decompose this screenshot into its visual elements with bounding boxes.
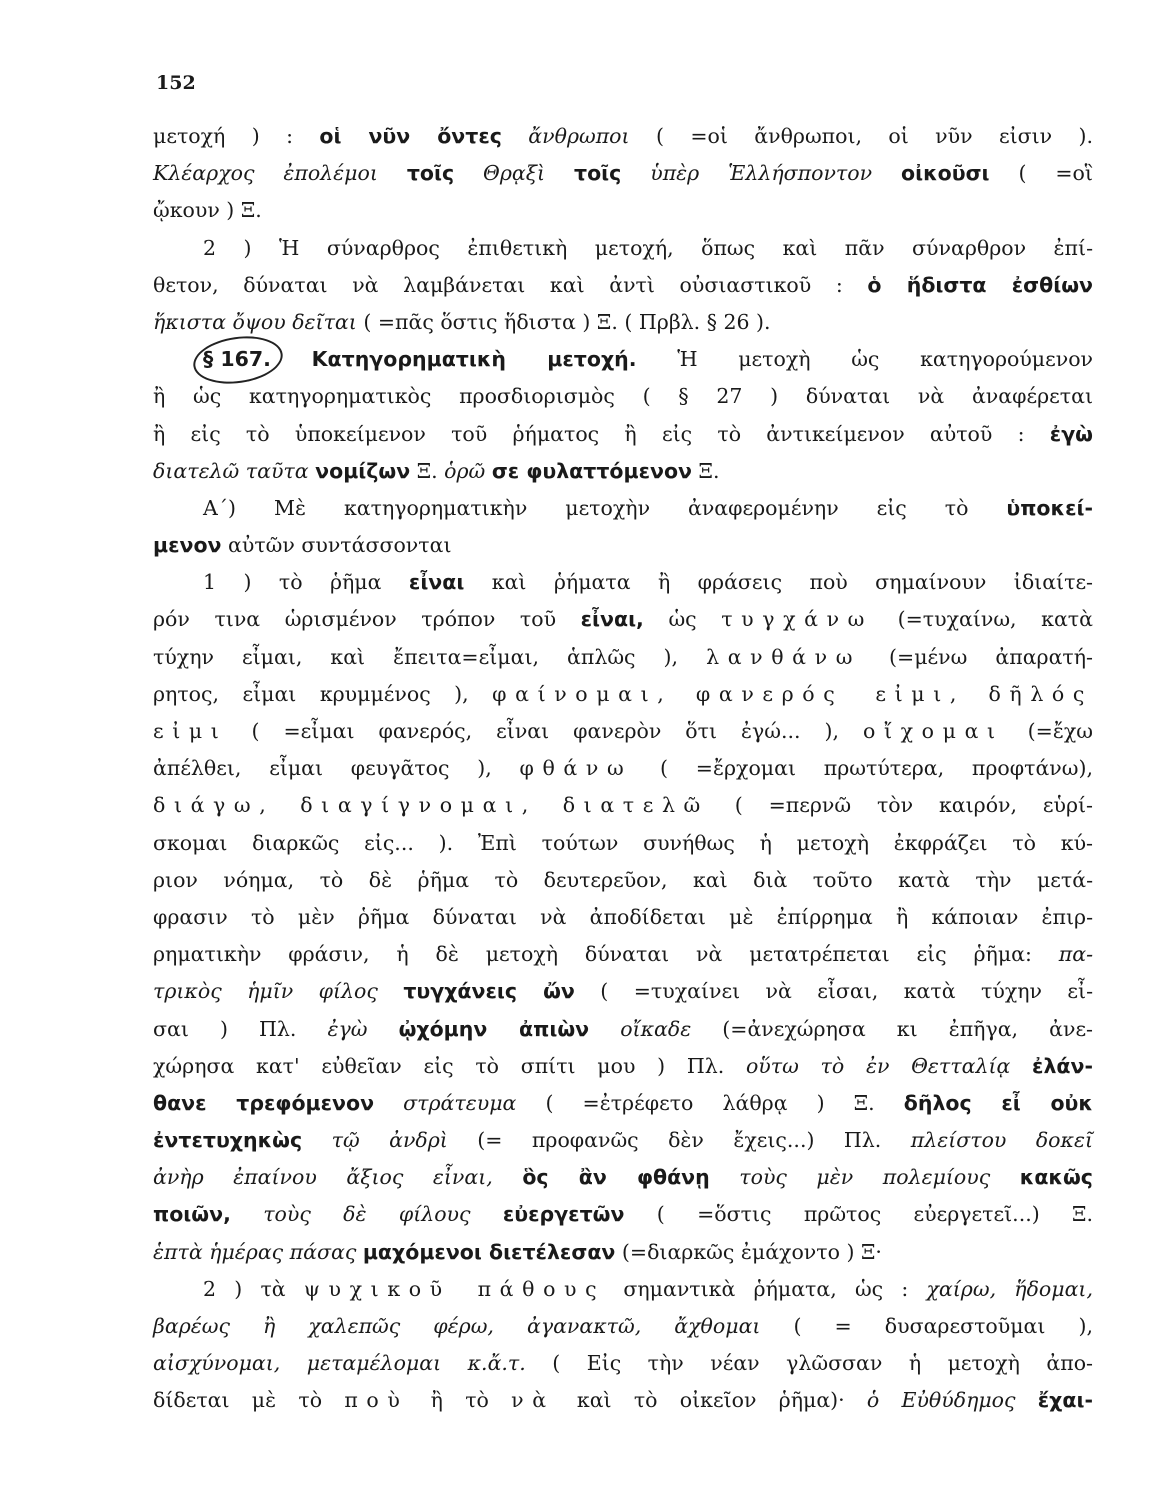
text-segment: Ξ. [692, 458, 720, 483]
text-segment: (=ἔχω [1003, 719, 1093, 743]
text-line [153, 676, 1093, 713]
text-line [153, 1345, 1093, 1382]
text-line [153, 118, 1093, 155]
text-segment: μετοχή ) : [153, 124, 320, 148]
text-segment: ( =περνῶ τὸν καιρόν, εὑρί- [708, 793, 1093, 818]
text-segment: ( =ἐτρέφετο λάθρᾳ ) Ξ. [516, 1090, 904, 1115]
text-segment: σαι ) Πλ. [153, 1016, 328, 1041]
text-line [153, 453, 1093, 490]
text-line [153, 601, 1093, 638]
text-segment: διάγω, [153, 793, 275, 818]
text-segment: ἄνθρωποι [528, 124, 630, 148]
text-line [153, 155, 1093, 192]
text-segment: κακῶς [1019, 1165, 1093, 1190]
text-segment: οἴκαδε [620, 1016, 692, 1041]
text-segment: φαίνομαι, [492, 681, 673, 706]
text-line [153, 341, 1093, 378]
text-segment [493, 1165, 523, 1189]
text-line [153, 1382, 1093, 1419]
text-segment: ᾠχόμην ἀπιὼν [398, 1016, 590, 1041]
text-segment: ὃς ἂν φθάνῃ [522, 1165, 710, 1190]
text-segment: φανερός εἰμι, [695, 681, 965, 706]
text-segment: μαχόμενοι διετέλεσαν [362, 1239, 616, 1264]
text-segment: πα- [1058, 942, 1093, 967]
text-segment: λανθάνω [706, 644, 862, 669]
text-segment: βαρέως ἢ χαλεπῶς φέρω, ἀγανακτῶ, ἄχθομαι [153, 1314, 761, 1338]
text-segment: τύχην εἶμαι, καὶ ἔπειτα=εἶμαι, ἁπλῶς ), [153, 644, 707, 669]
text-segment: ( =οἳ [989, 161, 1093, 186]
text-segment: καὶ τὸ οἰκεῖον ῥῆμα)· [554, 1388, 867, 1413]
text-segment: ( =τυχαίνει νὰ εἶσαι, κατὰ τύχην εἶ- [574, 979, 1093, 1004]
text-segment: ὡς [643, 607, 722, 632]
text-segment [1016, 1388, 1038, 1412]
text-segment [589, 1017, 620, 1041]
text-segment: νὰ [511, 1388, 555, 1413]
text-segment: οἰκοῦσι [901, 161, 990, 186]
text-segment: τῷ ἀνδρὶ [331, 1128, 448, 1153]
text-line [153, 1308, 1093, 1345]
text-segment: ( =εἶμαι φανερός, εἶναι φανερὸν ὅτι ἐγώ... ), [227, 719, 864, 743]
text-segment: ( =οἱ ἄνθρωποι, οἱ νῦν εἰσιν ). [629, 124, 1093, 148]
text-segment: (=διαρκῶς ἐμάχοντο ) Ξ· [615, 1239, 882, 1264]
text-segment: ρητος, εἶμαι κρυμμένος ), [153, 681, 493, 706]
text-segment [378, 979, 403, 1003]
text-segment: ἐγὼ [327, 1016, 368, 1041]
text-segment: ψυχικοῦ πάθους [303, 1276, 606, 1301]
text-segment: τυγχάνεις ὤν [403, 979, 575, 1004]
text-block [153, 118, 1093, 1420]
text-segment: τρικὸς ἡμῖν φίλος [153, 979, 378, 1004]
text-line [153, 304, 1093, 341]
text-line [153, 973, 1093, 1010]
text-segment: ἑπτὰ ἡμέρας πάσας [153, 1239, 357, 1264]
text-segment: ὁ Εὐθύδημος [866, 1388, 1016, 1413]
text-segment: θανε τρεφόμενον [153, 1090, 375, 1115]
text-segment: τοὺς δὲ φίλους [263, 1202, 471, 1227]
text-segment: εἶναι, [580, 607, 644, 632]
text-segment: ὁρῶ [444, 458, 486, 483]
text-segment [1010, 1054, 1032, 1078]
text-segment [231, 1202, 263, 1226]
text-segment: Ξ. [410, 458, 445, 483]
text-segment: ρηματικὴν φράσιν, ἡ δὲ μετοχὴ δύναται νὰ μετατρέπεται εἰς ῥῆμα: [153, 942, 1059, 967]
text-segment: ἐλάν- [1032, 1053, 1093, 1078]
text-line [153, 1196, 1093, 1233]
text-segment: ρόν τινα ὡρισμένον τρόπον τοῦ [153, 607, 581, 632]
text-segment: αὐτῶν συντάσσονται [221, 533, 452, 558]
text-segment: Θρᾳξὶ [483, 161, 546, 186]
text-segment [872, 161, 901, 185]
text-segment [710, 1165, 740, 1189]
text-line [153, 1271, 1093, 1308]
text-segment: διατελῶ ταῦτα [153, 458, 309, 483]
text-segment: χαίρω, ἥδομαι, [926, 1276, 1093, 1301]
section-number-circled: § 167. [203, 341, 271, 378]
text-segment: ριον νόημα, τὸ δὲ ῥῆμα τὸ δευτερεῦον, καὶ διὰ τοῦτο κατὰ τὴν μετά- [153, 867, 1093, 892]
text-segment: ἀνὴρ ἐπαίνου ἄξιος εἶναι, [153, 1165, 493, 1190]
text-line [153, 750, 1093, 787]
text-segment: εἰμι [153, 719, 228, 743]
text-segment: (=μένω ἀπαρατή- [861, 644, 1093, 669]
text-segment: Κλέαρχος ἐπολέμοι [153, 161, 378, 186]
text-segment: ἀπέλθει, εἶμαι φευγᾶτος ), [153, 756, 520, 781]
text-segment: τοῖς [574, 161, 622, 186]
text-segment: μενον [153, 533, 222, 558]
text-segment [965, 682, 988, 706]
text-segment: σε φυλαττόμενον [491, 458, 693, 483]
text-segment: διατελῶ [562, 793, 709, 818]
text-line [153, 1085, 1093, 1122]
text-segment: θετον, δύναται νὰ λαμβάνεται καὶ ἀντὶ οὐσιαστικοῦ : [153, 272, 868, 297]
text-segment: ( =ἔρχομαι πρωτύτερα, προφτάνω), [632, 756, 1093, 781]
text-line [153, 527, 1093, 564]
text-segment [545, 161, 574, 185]
text-line [153, 825, 1093, 862]
text-segment [374, 1091, 403, 1115]
text-segment: ὁ ἥδιστα ἐσθίων [867, 272, 1093, 297]
text-line [153, 564, 1093, 601]
text-segment: δῆλός [988, 681, 1093, 706]
text-segment: ( =πᾶς ὅστις ἥδιστα ) Ξ. ( Πρβλ. § 26 ). [356, 309, 771, 334]
text-segment [502, 124, 528, 148]
text-line [153, 862, 1093, 899]
text-segment [367, 1017, 398, 1041]
text-segment [537, 793, 563, 817]
text-segment: ἢ εἰς τὸ ὑποκείμενον τοῦ ῥήματος ἢ εἰς τὸ ἀντικείμενον αὐτοῦ : [153, 421, 1050, 446]
text-segment [990, 1165, 1020, 1189]
text-segment [471, 1202, 503, 1226]
text-segment: Α΄) Μὲ κατηγορηματικὴν μετοχὴν ἀναφερομένην εἰς τὸ [203, 495, 1007, 520]
text-line [153, 899, 1093, 936]
text-segment: ποὺ [344, 1388, 409, 1413]
page-number: 152 [156, 72, 196, 94]
text-segment: διαγίγνομαι, [300, 793, 537, 818]
text-segment: τοὺς μὲν πολεμίους [739, 1165, 991, 1190]
text-line [153, 1159, 1093, 1196]
text-line [153, 1234, 1093, 1271]
text-segment: εἶναι [408, 570, 465, 595]
text-segment: (=τυχαίνω, κατὰ [873, 607, 1093, 632]
text-segment: ἥκιστα ὄψου δεῖται [153, 309, 357, 334]
text-segment: ( = δυσαρεστοῦμαι ), [760, 1314, 1093, 1338]
text-segment: ποιῶν, [153, 1202, 231, 1227]
text-segment: δῆλος εἶ οὐκ [903, 1090, 1093, 1115]
text-segment [672, 682, 695, 706]
text-segment: ἔχαι- [1037, 1388, 1093, 1413]
text-segment: Ἡ μετοχὴ ὡς κατηγορούμενον [636, 347, 1094, 372]
text-segment: πλείστου δοκεῖ [910, 1128, 1093, 1153]
text-line [153, 192, 1093, 229]
text-segment: σκομαι διαρκῶς εἰς... ). Ἐπὶ τούτων συνήθως ἡ μετοχὴ ἐκφράζει τὸ κύ- [153, 830, 1093, 855]
text-segment: στράτευμα [403, 1090, 517, 1115]
text-segment: δίδεται μὲ τὸ [153, 1388, 345, 1413]
text-line [153, 1011, 1093, 1048]
text-line [153, 1122, 1093, 1159]
text-segment [378, 161, 407, 185]
text-line [153, 490, 1093, 527]
text-segment: ὑπὲρ Ἑλλήσποντον [650, 161, 873, 186]
text-segment: ἐντετυχηκὼς [153, 1128, 303, 1153]
text-line [153, 267, 1093, 304]
text-segment: σημαντικὰ ῥήματα, ὡς : [605, 1276, 927, 1301]
text-segment [302, 1128, 331, 1152]
text-line [153, 787, 1093, 824]
text-line [153, 378, 1093, 415]
text-segment: ( Εἰς τὴν νέαν γλῶσσαν ἡ μετοχὴ ἀπο- [525, 1351, 1093, 1376]
text-segment: νομίζων [315, 458, 411, 483]
text-segment: εὐεργετῶν [502, 1202, 625, 1227]
text-segment: ( =ὅστις πρῶτος εὐεργετεῖ...) Ξ. [624, 1202, 1093, 1227]
text-segment: ὑποκεί- [1006, 495, 1093, 520]
text-line [153, 639, 1093, 676]
text-segment: καὶ ῥήματα ἢ φράσεις ποὺ σημαίνουν ἰδιαίτε- [464, 570, 1093, 595]
text-segment [621, 161, 650, 185]
text-segment: οὕτω τὸ ἐν Θετταλίᾳ [745, 1053, 1011, 1078]
text-segment: ἐγὼ [1049, 421, 1093, 446]
text-segment: αἰσχύνομαι, μεταμέλομαι κ.ἄ.τ. [153, 1351, 526, 1376]
text-segment: 1 ) τὸ ῥῆμα [203, 570, 409, 595]
text-line [153, 713, 1093, 750]
text-segment: οἱ νῦν ὄντες [319, 124, 502, 148]
text-segment: Κατηγορηματικὴ μετοχή. [311, 347, 637, 372]
text-segment: τυγχάνω [721, 607, 874, 632]
text-segment: (=ἀνεχώρησα κι ἐπῆγα, ἀνε- [691, 1016, 1093, 1041]
text-line [153, 416, 1093, 453]
text-segment: ᾤκουν ) Ξ. [153, 198, 262, 223]
text-segment: 2 ) τὰ [203, 1276, 304, 1301]
text-segment: φρασιν τὸ μὲν ῥῆμα δύναται νὰ ἀποδίδεται μὲ ἐπίρρημα ἢ κάποιαν ἐπιρ- [153, 904, 1093, 929]
text-line [153, 936, 1093, 973]
text-segment: 2 ) Ἡ σύναρθρος ἐπιθετικὴ μετοχή, ὅπως καὶ πᾶν σύναρθρον ἐπί- [203, 235, 1093, 260]
text-segment [454, 161, 483, 185]
text-segment [274, 793, 300, 817]
text-segment: (= προφανῶς δὲν ἔχεις...) Πλ. [447, 1128, 911, 1153]
text-segment: οἴχομαι [863, 719, 1004, 743]
text-segment: τοῖς [406, 161, 455, 186]
text-line [153, 230, 1093, 267]
text-segment: χώρησα κατ' εὐθεῖαν εἰς τὸ σπίτι μου ) Πλ. [153, 1053, 746, 1078]
text-segment: ἢ ὡς κατηγορηματικὸς προσδιορισμὸς ( § 27 ) δύναται νὰ ἀναφέρεται [153, 384, 1093, 409]
text-line [153, 1048, 1093, 1085]
text-segment: ἢ τὸ [408, 1388, 512, 1413]
text-segment: φθάνω [519, 756, 633, 781]
